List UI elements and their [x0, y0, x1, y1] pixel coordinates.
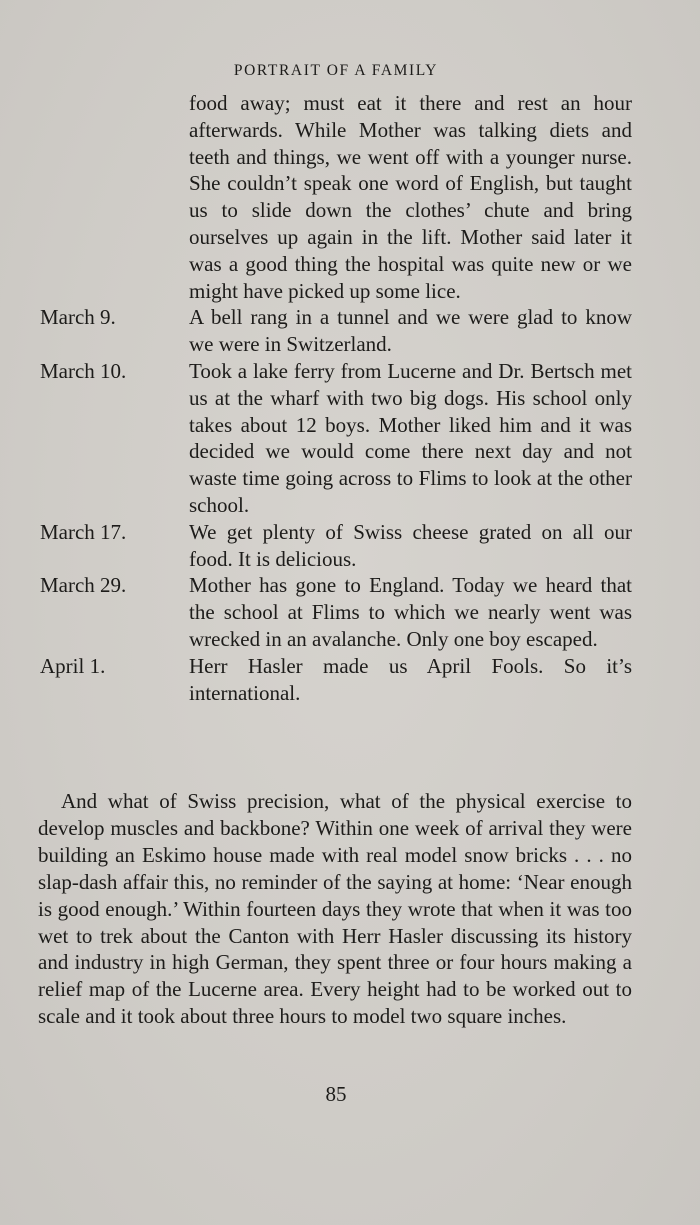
diary-entries	[0, 90, 700, 706]
running-head: PORTRAIT OF A FAMILY	[233, 62, 439, 79]
body-paragraph: And what of Swiss precision, what of the physical exercise to develop muscles and backbone? Within one week of arrival they were building an Eskimo house made with real model snow bricks . . . no slap-dash affair this, no reminder of the saying at home: ‘Near enough is good enough.’ Within fourteen days they wrote that when it was too wet to trek about the Canton with Herr Hasler discussing its history and industry in high German, they spent three or four hours making a relief map of the Lucerne area. Every height had to be worked out to scale and it took about three hours to model two square inches.	[38, 789, 632, 1029]
entry-date: March 10.	[40, 358, 127, 383]
diary-entry	[0, 519, 700, 573]
entry-text: Took a lake ferry from Lucerne and Dr. Bertsch met us at the wharf with two big dogs. His school only takes about 12 boys. Mother liked him and it was decided we would come there next day and not waste time going across to Flims to look at the other school.	[189, 358, 632, 517]
diary-entry	[0, 304, 700, 358]
entry-date: March 9.	[40, 305, 116, 330]
diary-continuation	[0, 90, 700, 304]
entry-text: Mother has gone to England. Today we heard that the school at Flims to which we nearly went was wrecked in an avalanche. Only one boy escaped.	[189, 573, 632, 651]
diary-entry	[0, 358, 700, 519]
diary-entry	[0, 653, 700, 707]
entry-date: April 1.	[40, 653, 106, 678]
entry-text: A bell rang in a tunnel and we were glad to know we were in Switzerland.	[189, 305, 632, 357]
diary-entry	[0, 572, 700, 652]
diary-continuation-text: food away; must eat it there and rest an hour afterwards. While Mother was talking diets and teeth and things, we went off with a younger nurse. She couldn’t speak one word of English, but taught us to slide down the clothes’ chute and bring ourselves up again in the lift. Mother said later it was a good thing the hospital was quite new or we might have picked up some lice.	[189, 91, 632, 303]
entry-text: Herr Hasler made us April Fools. So it’s international.	[189, 653, 632, 705]
entry-date: March 29.	[40, 573, 127, 598]
entry-text: We get plenty of Swiss cheese grated on all our food. It is delicious.	[189, 519, 632, 571]
page-number: 85	[325, 1082, 347, 1106]
entry-date: March 17.	[40, 519, 127, 544]
